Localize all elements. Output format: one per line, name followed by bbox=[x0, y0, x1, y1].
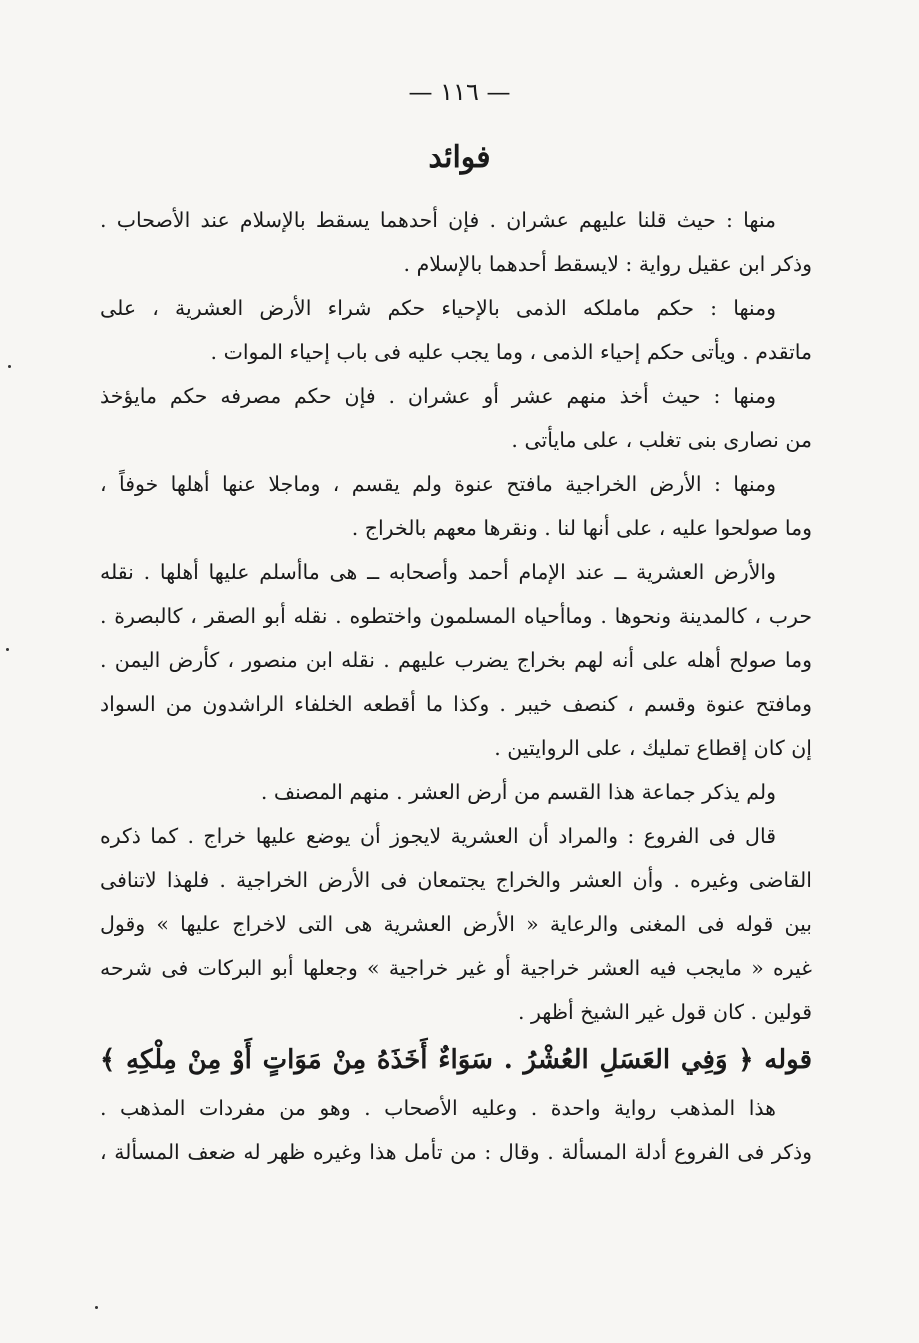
margin-dot bbox=[8, 365, 11, 368]
text-line: غيره « مايجب فيه العشر خراجية أو غير خراجية » وجعلها أبو البركات فى شرحه bbox=[100, 956, 812, 980]
text-line: بين قوله فى المغنى والرعاية « الأرض العشرية هى التى لاخراج عليها » وقول bbox=[100, 912, 812, 936]
text-line: ومنها : الأرض الخراجية مافتح عنوة ولم يقسم ، وماجلا عنها أهلها خوفاً ، bbox=[100, 472, 776, 496]
text-line: ومافتح عنوة وقسم ، كنصف خيبر . وكذا ما أقطعه الخلفاء الراشدون من السواد bbox=[100, 692, 812, 716]
margin-dot bbox=[6, 648, 9, 651]
text-line: ومنها : حيث أخذ منهم عشر أو عشران . فإن حكم مصرفه حكم مايؤخذ bbox=[100, 384, 776, 408]
document-body bbox=[100, 198, 812, 1174]
text-line: وما صولح أهله على أنه لهم بخراج يضرب عليهم . نقله ابن منصور ، كأرض اليمن . bbox=[100, 648, 812, 672]
text-line: إن كان إقطاع تمليك ، على الروايتين . bbox=[494, 736, 812, 760]
text-line: والأرض العشرية ــ عند الإمام أحمد وأصحابه ــ هى ماأسلم عليها أهلها . نقله bbox=[100, 560, 776, 584]
text-line: قولين . كان قول غير الشيخ أظهر . bbox=[517, 1000, 812, 1024]
page-number: — ١١٦ — bbox=[408, 78, 511, 106]
text-line: ومنها : حكم ماملكه الذمى بالإحياء حكم شراء الأرض العشرية ، على bbox=[100, 296, 776, 320]
text-line: وذكر ابن عقيل رواية : لايسقط أحدهما بالإسلام . bbox=[403, 252, 812, 276]
text-line: منها : حيث قلنا عليهم عشران . فإن أحدهما يسقط بالإسلام عند الأصحاب . bbox=[100, 208, 776, 232]
text-line: ولم يذكر جماعة هذا القسم من أرض العشر . منهم المصنف . bbox=[260, 780, 776, 804]
text-line: قوله ﴿ وَفِي العَسَلِ العُشْرُ . سَوَاءٌ أَخَذَهُ مِنْ مَوَاتٍ أَوْ مِنْ مِلْكِهِ ﴾ bbox=[100, 1045, 812, 1075]
margin-dot bbox=[95, 1306, 98, 1309]
text-line: وذكر فى الفروع أدلة المسألة . وقال : من تأمل هذا وغيره ظهر له ضعف المسألة ، bbox=[100, 1140, 812, 1164]
text-line: حرب ، كالمدينة ونحوها . وماأحياه المسلمون واختطوه . نقله أبو الصقر ، كالبصرة . bbox=[100, 604, 812, 628]
text-line: القاضى وغيره . وأن العشر والخراج يجتمعان فى الأرض الخراجية . فلهذا لاتنافى bbox=[100, 868, 812, 892]
text-line: قال فى الفروع : والمراد أن العشرية لايجوز أن يوضع عليها خراج . كما ذكره bbox=[100, 824, 776, 848]
text-line: وما صولحوا عليه ، على أنها لنا . ونقرها معهم بالخراج . bbox=[351, 516, 812, 540]
section-title: فوائد bbox=[428, 140, 491, 175]
text-line: من نصارى بنى تغلب ، على مايأتى . bbox=[511, 428, 812, 452]
text-line: هذا المذهب رواية واحدة . وعليه الأصحاب . وهو من مفردات المذهب . bbox=[100, 1096, 776, 1120]
text-line: ماتقدم . ويأتى حكم إحياء الذمى ، وما يجب عليه فى باب إحياء الموات . bbox=[210, 340, 812, 364]
